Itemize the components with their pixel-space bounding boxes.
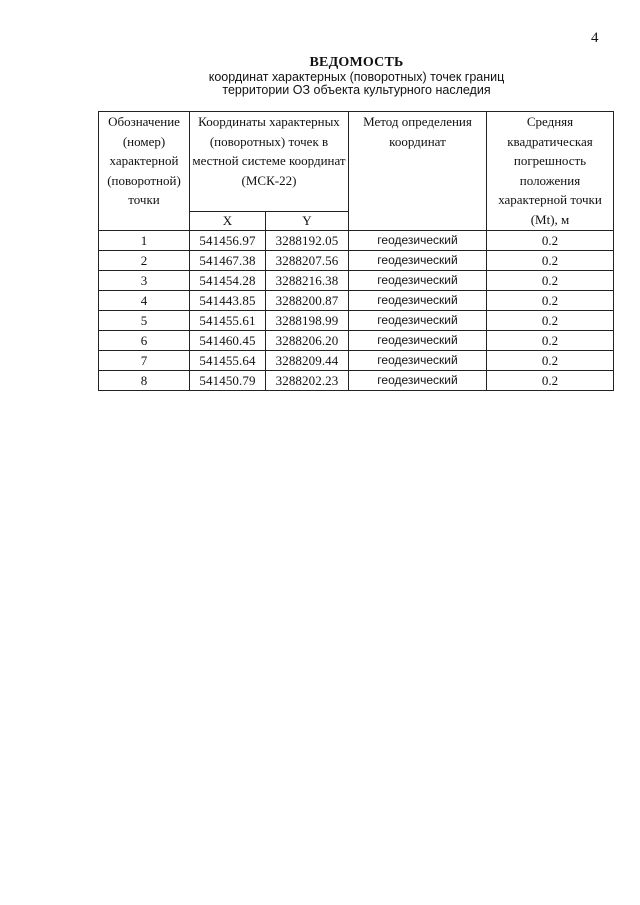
table-header <box>99 112 614 231</box>
cell-error: 0.2 <box>487 270 614 290</box>
cell-point-number: 4 <box>99 290 190 310</box>
table-row <box>99 310 614 330</box>
table-row <box>99 330 614 350</box>
header-x: X <box>190 211 266 230</box>
table-row <box>99 270 614 290</box>
document-subtitle-line-2: территории ОЗ объекта культурного наследия <box>222 83 491 97</box>
cell-error: 0.2 <box>487 330 614 350</box>
cell-y-coordinate: 3288192.05 <box>266 230 349 250</box>
document-title: ВЕДОМОСТЬ <box>309 55 404 70</box>
cell-x-coordinate: 541455.64 <box>190 350 266 370</box>
cell-y-coordinate: 3288209.44 <box>266 350 349 370</box>
cell-x-coordinate: 541455.61 <box>190 310 266 330</box>
cell-error: 0.2 <box>487 370 614 390</box>
cell-point-number: 5 <box>99 310 190 330</box>
cell-x-coordinate: 541456.97 <box>190 230 266 250</box>
page-number: 4 <box>591 30 599 46</box>
cell-point-number: 1 <box>99 230 190 250</box>
coordinates-table <box>98 111 614 391</box>
table-row <box>99 290 614 310</box>
cell-x-coordinate: 541450.79 <box>190 370 266 390</box>
cell-y-coordinate: 3288198.99 <box>266 310 349 330</box>
cell-y-coordinate: 3288202.23 <box>266 370 349 390</box>
cell-point-number: 3 <box>99 270 190 290</box>
cell-error: 0.2 <box>487 230 614 250</box>
cell-x-coordinate: 541454.28 <box>190 270 266 290</box>
cell-error: 0.2 <box>487 310 614 330</box>
cell-error: 0.2 <box>487 350 614 370</box>
header-y: Y <box>266 211 349 230</box>
header-coordinates: Координаты характерных (поворотных) точек в местной системе координат (МСК-22) <box>190 112 349 212</box>
cell-error: 0.2 <box>487 250 614 270</box>
cell-point-number: 2 <box>99 250 190 270</box>
cell-y-coordinate: 3288207.56 <box>266 250 349 270</box>
cell-y-coordinate: 3288206.20 <box>266 330 349 350</box>
cell-error: 0.2 <box>487 290 614 310</box>
cell-x-coordinate: 541443.85 <box>190 290 266 310</box>
cell-point-number: 7 <box>99 350 190 370</box>
header-method: Метод определения координат <box>349 112 487 231</box>
cell-y-coordinate: 3288200.87 <box>266 290 349 310</box>
table-body <box>99 230 614 390</box>
cell-x-coordinate: 541467.38 <box>190 250 266 270</box>
table-row <box>99 250 614 270</box>
cell-x-coordinate: 541460.45 <box>190 330 266 350</box>
cell-point-number: 6 <box>99 330 190 350</box>
cell-method: геодезический <box>349 370 487 390</box>
document-title-block <box>100 55 613 97</box>
cell-y-coordinate: 3288216.38 <box>266 270 349 290</box>
cell-point-number: 8 <box>99 370 190 390</box>
table-row <box>99 350 614 370</box>
document-subtitle-line-1: координат характерных (поворотных) точек границ <box>208 70 505 84</box>
table-row <box>99 230 614 250</box>
cell-method: геодезический <box>349 250 487 270</box>
table-row <box>99 370 614 390</box>
header-point-number: Обозначение (номер) характерной (поворотной) точки <box>99 112 190 231</box>
cell-method: геодезический <box>349 230 487 250</box>
cell-method: геодезический <box>349 310 487 330</box>
cell-method: геодезический <box>349 330 487 350</box>
cell-method: геодезический <box>349 270 487 290</box>
header-error: Средняя квадратическая погрешность положения характерной точки (Mt), м <box>487 112 614 231</box>
cell-method: геодезический <box>349 290 487 310</box>
cell-method: геодезический <box>349 350 487 370</box>
